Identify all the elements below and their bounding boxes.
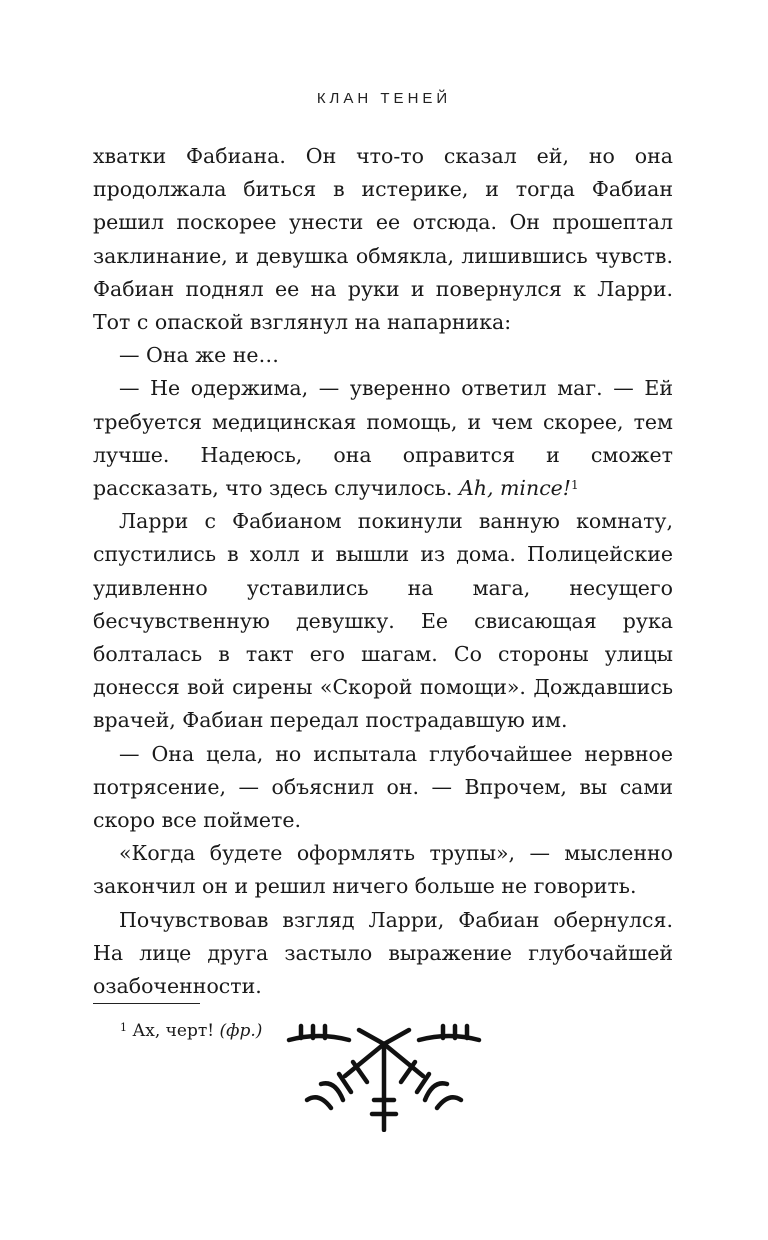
running-header: КЛАН ТЕНЕЙ: [316, 90, 452, 107]
footnote: [120, 1019, 262, 1043]
paragraph-3-text: — Не одержима, — уверенно ответил маг. — Ей требуется медицинская помощь, и чем скорее, тем лучше. Надеюсь, она оправится и сможет рассказать, что здесь случилось.: [93, 376, 673, 501]
paragraph-3: [93, 372, 673, 505]
paragraph-6: «Когда будете оформлять трупы», — мысленно закончил он и решил ничего больше не говорить.: [93, 841, 673, 899]
paragraph-5: — Она цела, но испытала глубочайшее нервное потрясение, — объяснил он. — Впрочем, вы сами скоро все поймете.: [93, 741, 673, 833]
footnote-mark: 1: [120, 1021, 127, 1034]
footnote-reference[interactable]: 1: [571, 478, 579, 493]
paragraph-1: хватки Фабиана. Он что-то сказал ей, но она продолжала биться в истерике, и тогда Фабиан решил поскорее унести ее отсюда. Он прошептал заклинание, и девушка обмякла, лишившись чувств. Фабиан поднял ее на руки и повернулся к Ларри. Тот с опаской взглянул на напарника:: [93, 144, 673, 335]
footnote-text: Ах, черт!: [127, 1021, 220, 1041]
french-phrase: Ah, mince!: [458, 476, 572, 501]
footnote-italic: (фр.): [219, 1021, 263, 1041]
runic-ornament-icon: [279, 1022, 489, 1132]
paragraph-7: Почувствовав взгляд Ларри, Фабиан обернулся. На лице друга застыло выражение глубочайшей озабоченности.: [93, 907, 673, 999]
paragraph-4: Ларри с Фабианом покинули ванную комнату, спустились в холл и вышли из дома. Полицейские удивленно уставились на мага, несущего бесчувственную девушку. Ее свисающая рука болталась в такт его шагам. Со стороны улицы донесся вой сирены «Скорой помощи». Дождавшись врачей, Фабиан передал пострадавшую им.: [93, 509, 673, 733]
body-text: [93, 140, 673, 1003]
footnote-divider: [93, 1003, 200, 1004]
paragraph-2: — Она же не…: [119, 343, 280, 368]
